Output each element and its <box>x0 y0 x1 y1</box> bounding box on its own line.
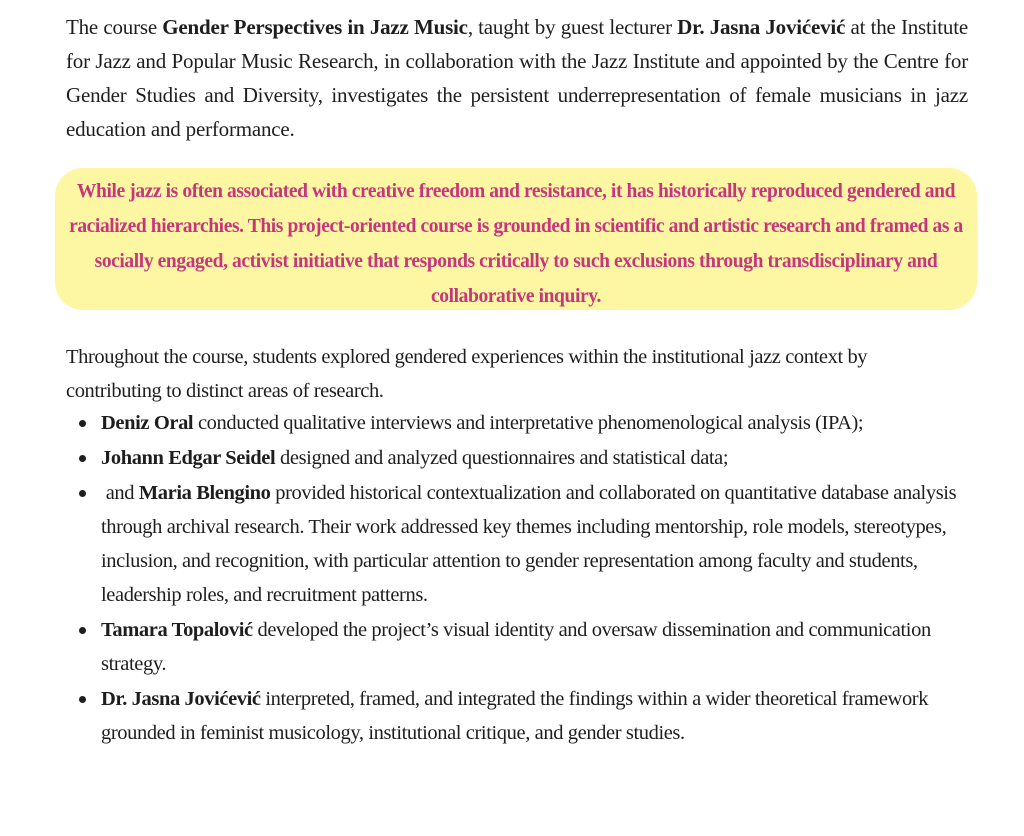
bullet-icon <box>79 627 86 634</box>
list-item <box>66 476 966 612</box>
contributor-description: interpreted, framed, and integrated the findings within a wider theoretical framework grounded in feminist musicology, institutional critique, and gender studies. <box>101 688 929 744</box>
highlight-box <box>55 168 977 310</box>
intro-text-2: , taught by guest lecturer <box>467 15 678 39</box>
intro-paragraph <box>66 10 968 146</box>
contributor-name: Deniz Oral <box>101 412 194 434</box>
course-title: Gender Perspectives in Jazz Music <box>162 15 468 39</box>
contributor-name: Dr. Jasna Jovićević <box>101 688 261 710</box>
highlight-text: While jazz is often associated with creative freedom and resistance, it has historically reproduced gendered and racialized hierarchies. This project-oriented course is grounded in scientific and artistic research and framed as a socially engaged, activist initiative that responds critically to such exclusions through transdisciplinary and collaborative inquiry. <box>69 181 963 307</box>
contributor-prefix: and <box>101 482 139 504</box>
contributor-name: Tamara Topalović <box>101 619 253 641</box>
intro-text-3: at the Institute for Jazz and Popular Music Research, in collaboration with the Jazz Institute and appointed by the Centre for Gender Studies and Diversity, investigates the persistent underrepresentation of female musicians in jazz education and performance. <box>66 15 968 141</box>
contributor-name: Johann Edgar Seidel <box>101 447 276 469</box>
list-item <box>66 406 966 440</box>
overview-paragraph: Throughout the course, students explored gendered experiences within the institutional jazz context by contributing to distinct areas of research. <box>66 346 868 402</box>
contributor-description: developed the project’s visual identity and oversaw dissemination and communication strategy. <box>101 619 931 675</box>
bullet-icon <box>79 420 86 427</box>
bullet-icon <box>79 696 86 703</box>
contributor-description: provided historical contextualization and collaborated on quantitative database analysis through archival research. Their work addressed key themes including mentorship, role models, stereotypes, inclusion, and recognition, with particular attention to gender representation among faculty and students, leadership roles, and recruitment patterns. <box>101 482 957 606</box>
bullet-icon <box>79 455 86 462</box>
contributor-description: conducted qualitative interviews and interpretative phenomenological analysis (IPA); <box>193 412 864 434</box>
intro-text-1: The course <box>66 15 163 39</box>
list-item <box>66 682 966 750</box>
list-item <box>66 613 966 681</box>
contributor-description: designed and analyzed questionnaires and statistical data; <box>275 447 729 469</box>
lecturer-name: Dr. Jasna Jovićević <box>677 15 846 39</box>
contributor-name: Maria Blengino <box>138 482 271 504</box>
bullet-icon <box>79 490 86 497</box>
contributors-list <box>66 406 966 751</box>
list-item <box>66 441 966 475</box>
